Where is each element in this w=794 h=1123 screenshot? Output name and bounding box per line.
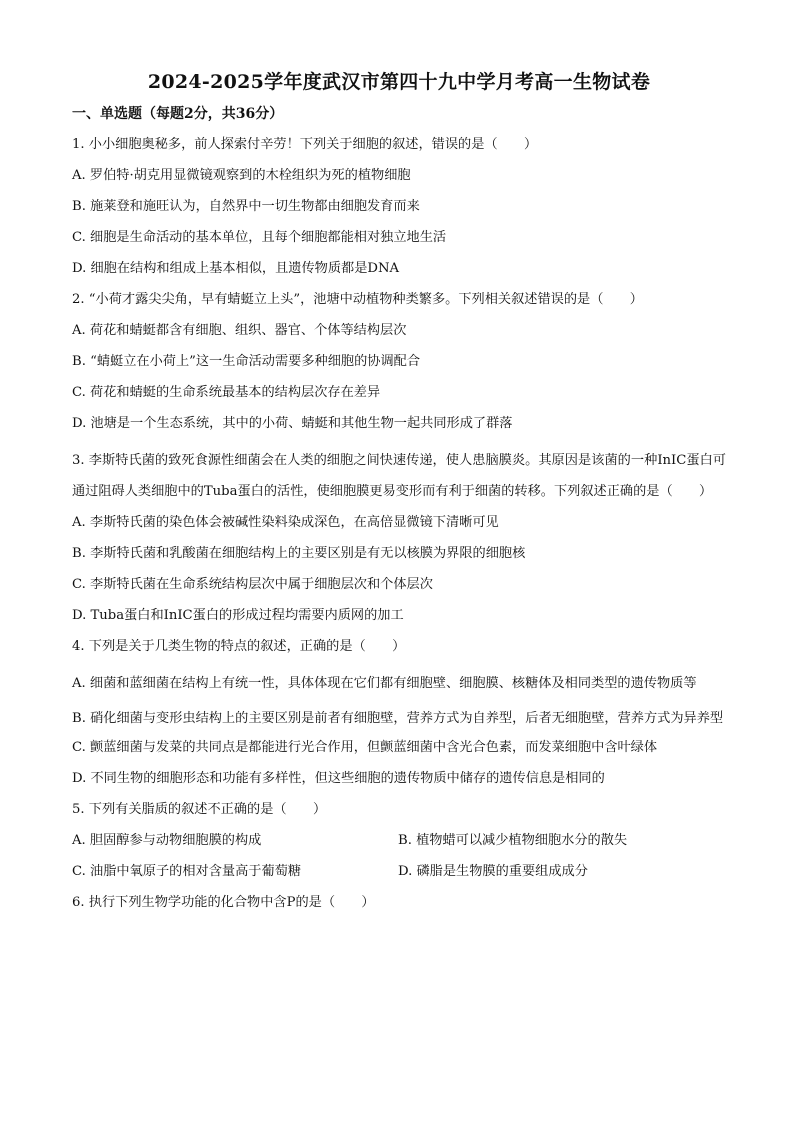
option-b: B. 施莱登和施旺认为，自然界中一切生物都由细胞发育而来	[72, 199, 420, 214]
question-3	[72, 445, 726, 626]
question-stem: 6. 执行下列生物学功能的化合物中含P的是（ ）	[72, 895, 375, 910]
question-stem: 3. 李斯特氏菌的致死食源性细菌会在人类的细胞之间快速传递，使人患脑膜炎。其原因是该菌的一种InIC蛋白可通过阻碍人类细胞中的Tuba蛋白的活性，使细胞膜更易变形而有利于细菌的转移。下列叙述正确的是（ ）	[72, 453, 726, 499]
option-b: B. 硝化细菌与变形虫结构上的主要区别是前者有细胞壁，营养方式为自养型，后者无细胞壁，营养方式为异养型	[72, 711, 724, 726]
option-c: C. 颤蓝细菌与发菜的共同点是都能进行光合作用，但颤蓝细菌中含光合色素，而发菜细胞中含叶绿体	[72, 740, 658, 755]
question-4	[72, 637, 726, 789]
question-5	[72, 800, 726, 882]
options-row-cd	[72, 862, 726, 882]
option-c: C. 油脂中氧原子的相对含量高于葡萄糖	[72, 864, 302, 879]
question-1	[72, 135, 726, 279]
option-a: A. 细菌和蓝细菌在结构上有统一性，具体体现在它们都有细胞壁、细胞膜、核糖体及相同类型的遗传物质等	[72, 676, 697, 691]
question-stem: 2. “小荷才露尖尖角，早有蜻蜓立上头”，池塘中动植物种类繁多。下列相关叙述错误的是（ ）	[72, 292, 643, 307]
option-d: D. 不同生物的细胞形态和功能有多样性，但这些细胞的遗传物质中储存的遗传信息是相同的	[72, 771, 605, 786]
option-b: B. 李斯特氏菌和乳酸菌在细胞结构上的主要区别是有无以核膜为界限的细胞核	[72, 546, 526, 561]
option-a: A. 罗伯特·胡克用显微镜观察到的木栓组织为死的植物细胞	[72, 168, 411, 183]
option-d: D. 池塘是一个生态系统，其中的小荷、蜻蜓和其他生物一起共同形成了群落	[72, 416, 513, 431]
option-c: C. 李斯特氏菌在生命系统结构层次中属于细胞层次和个体层次	[72, 577, 433, 592]
section-heading: 一、单选题（每题2分，共36分）	[72, 106, 284, 122]
option-d: D. 磷脂是生物膜的重要组成成分	[398, 864, 588, 879]
option-c: C. 荷花和蜻蜓的生命系统最基本的结构层次存在差异	[72, 385, 381, 400]
question-2	[72, 290, 726, 434]
question-6	[72, 893, 726, 913]
question-stem: 4. 下列是关于几类生物的特点的叙述，正确的是（ ）	[72, 639, 406, 654]
option-d: D. 细胞在结构和组成上基本相似，且遗传物质都是DNA	[72, 261, 400, 276]
option-d: D. Tuba蛋白和InIC蛋白的形成过程均需要内质网的加工	[72, 608, 404, 623]
exam-title: 2024-2025学年度武汉市第四十九中学月考高一生物试卷	[147, 71, 651, 93]
option-b: B. 植物蜡可以减少植物细胞水分的散失	[398, 833, 628, 848]
option-a: A. 荷花和蜻蜓都含有细胞、组织、器官、个体等结构层次	[72, 323, 407, 338]
options-row-ab	[72, 831, 726, 851]
option-b: B. “蜻蜓立在小荷上”这一生命活动需要多种细胞的协调配合	[72, 354, 421, 369]
exam-page	[72, 68, 726, 924]
option-a: A. 胆固醇参与动物细胞膜的构成	[72, 833, 262, 848]
option-c: C. 细胞是生命活动的基本单位，且每个细胞都能相对独立地生活	[72, 230, 447, 245]
question-stem: 5. 下列有关脂质的叙述不正确的是（ ）	[72, 802, 327, 817]
option-a: A. 李斯特氏菌的染色体会被碱性染料染成深色，在高倍显微镜下清晰可见	[72, 515, 499, 530]
question-stem: 1. 小小细胞奥秘多，前人探索付辛劳！下列关于细胞的叙述，错误的是（ ）	[72, 137, 538, 152]
